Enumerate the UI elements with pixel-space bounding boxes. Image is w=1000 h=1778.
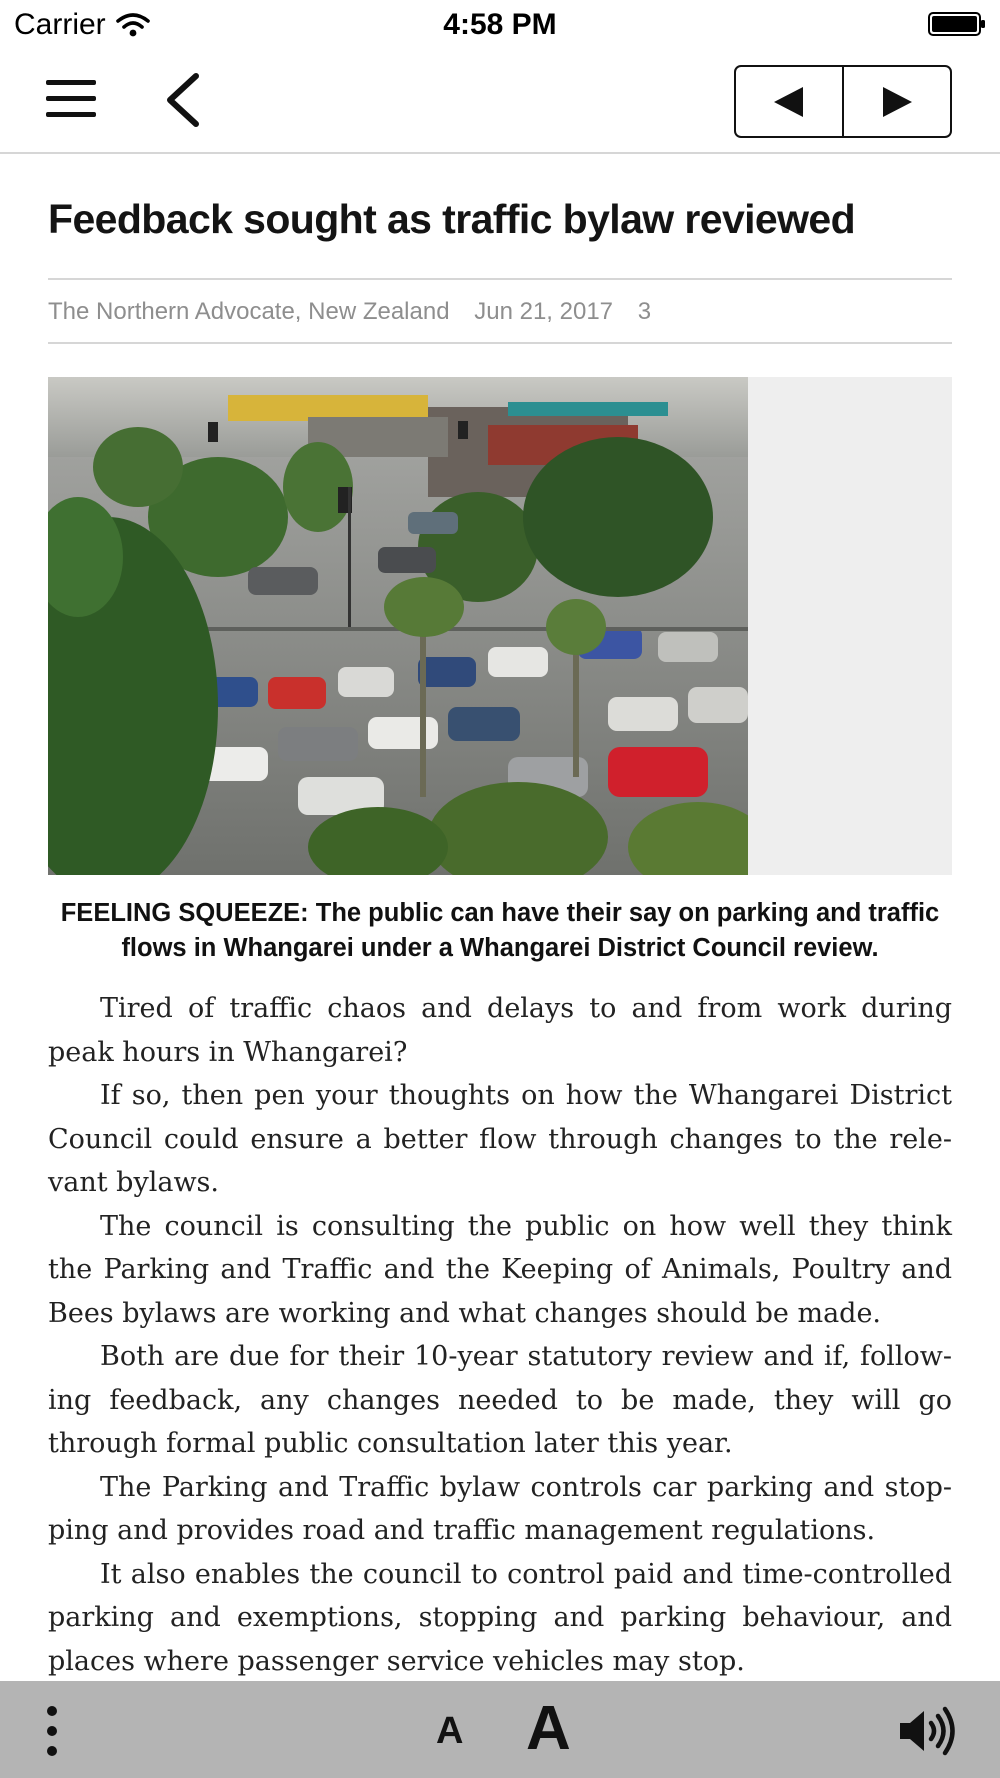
battery-icon bbox=[928, 12, 986, 36]
bottom-toolbar bbox=[0, 1681, 1000, 1778]
status-bar bbox=[0, 0, 1000, 50]
divider bbox=[48, 342, 952, 344]
article-meta bbox=[48, 298, 952, 330]
divider bbox=[48, 278, 952, 280]
article-paragraph: If so, then pen your thoughts on how the Whangarei District Council could ensure a better flow through changes to the relevant bylaws. bbox=[48, 1080, 952, 1198]
article-paragraph: Both are due for their 10-year statutory review and if, following feedback, any changes needed to be made, they will go through formal public consultation later this year. bbox=[48, 1341, 952, 1459]
article-paragraph: The Parking and Traffic bylaw controls car parking and stopping and provides road and traffic management regulations. bbox=[48, 1471, 952, 1546]
more-options-button[interactable] bbox=[32, 1703, 72, 1759]
article-photo-parking-lot bbox=[48, 377, 748, 875]
article-page-number: 3 bbox=[637, 298, 652, 325]
next-article-button[interactable] bbox=[842, 67, 950, 136]
article-date: Jun 21, 2017 bbox=[474, 298, 614, 325]
decrease-font-size-button[interactable]: A bbox=[436, 1710, 464, 1752]
back-button[interactable] bbox=[158, 72, 208, 128]
article-paragraph: Tired of traffic chaos and delays to and from work during peak hours in Whangarei? bbox=[48, 993, 952, 1068]
status-time: 4:58 PM bbox=[443, 8, 557, 41]
navigation-bar bbox=[0, 50, 1000, 154]
triangle-right-icon bbox=[879, 84, 915, 120]
article-image-frame bbox=[48, 377, 952, 875]
triangle-left-icon bbox=[771, 84, 807, 120]
increase-font-size-button[interactable]: A bbox=[526, 1694, 571, 1763]
vertical-ellipsis-icon bbox=[32, 1703, 72, 1759]
article-body bbox=[48, 987, 952, 1683]
article-pager bbox=[734, 65, 952, 138]
hamburger-menu-icon bbox=[44, 76, 100, 122]
previous-article-button[interactable] bbox=[736, 67, 842, 136]
chevron-left-icon bbox=[158, 72, 208, 128]
article-headline: Feedback sought as traffic bylaw reviewed bbox=[48, 196, 856, 242]
article-source: The Northern Advocate, New Zealand bbox=[48, 298, 450, 325]
menu-button[interactable] bbox=[44, 76, 100, 122]
article-paragraph: It also enables the council to control paid and time-controlled parking and exemptions, stopping and parking behaviour, and places where passenger service vehicles may stop. bbox=[48, 1558, 952, 1677]
speaker-volume-icon bbox=[896, 1703, 956, 1759]
photo-caption: FEELING SQUEEZE: The public can have their say on parking and traffic flows in Whangarei under a Whangarei District Council review. bbox=[60, 899, 940, 962]
article-paragraph: The council is consulting the public on how well they think the Parking and Traffic and the Keeping of Animals, Poultry and Bees bylaws are working and what changes should be made. bbox=[48, 1210, 952, 1329]
carrier-label: Carrier bbox=[14, 8, 106, 41]
text-to-speech-button[interactable] bbox=[896, 1703, 956, 1759]
